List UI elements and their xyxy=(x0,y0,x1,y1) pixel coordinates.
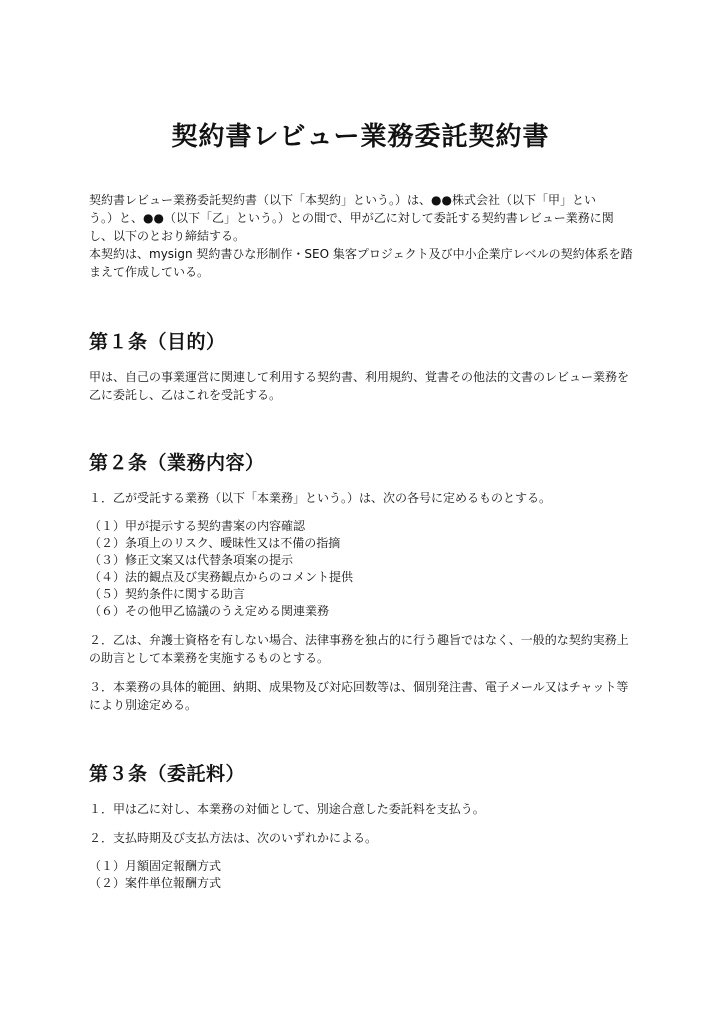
article-2-heading: 第２条（業務内容） xyxy=(89,452,265,474)
list-item: （４）法的観点及び実務観点からのコメント提供 xyxy=(89,570,354,584)
article-1-line: 甲は、自己の事業運営に関連して利用する契約書、利用規約、覚書その他法的文書のレビュー業務を xyxy=(89,370,630,384)
article-2-item-list xyxy=(89,518,632,620)
article-1-body xyxy=(89,368,632,404)
article-3-clause-2: ２．支払時期及び支払方法は、次のいずれかによる。 xyxy=(89,831,378,845)
list-item: （１）甲が提示する契約書案の内容確認 xyxy=(89,519,306,533)
intro-line: 契約書レビュー業務委託契約書（以下「本契約」という。）は、●●株式会社（以下「甲」とい xyxy=(89,193,596,207)
article-2-clause-2 xyxy=(89,631,632,667)
intro-line: 本契約は、mysign 契約書ひな形制作・SEO 集客プロジェクト及び中小企業庁レベルの契約体系を踏 xyxy=(89,247,633,261)
intro-line: う。）と、●●（以下「乙」という。）との間で、甲が乙に対して委託する契約書レビュー業務に関 xyxy=(89,211,614,225)
article-1-line: 乙に委託し、乙はこれを受託する。 xyxy=(89,388,282,402)
list-item: （２）条項上のリスク、曖昧性又は不備の指摘 xyxy=(89,536,341,550)
article-3-item-list xyxy=(89,858,632,892)
list-item: （６）その他甲乙協議のうえ定める関連業務 xyxy=(89,604,330,618)
article-3-clause-1: １．甲は乙に対し、本業務の対価として、別途合意した委託料を支払う。 xyxy=(89,802,485,816)
article-3-heading: 第３条（委託料） xyxy=(89,763,246,785)
intro-paragraph xyxy=(89,191,632,281)
article-2-clause-2-line: の助言として本業務を実施するものとする。 xyxy=(89,651,330,665)
article-2-clause-3 xyxy=(89,678,632,714)
article-2-clause-1: １．乙が受託する業務（以下「本業務」という。）は、次の各号に定めるものとする。 xyxy=(89,491,552,505)
list-item: （３）修正文案又は代替条項案の提示 xyxy=(89,553,294,567)
list-item: （１）月額固定報酬方式 xyxy=(89,859,222,873)
article-2-clause-3-line: ３．本業務の具体的範囲、納期、成果物及び対応回数等は、個別発注書、電子メール又はチャット等 xyxy=(89,680,629,694)
document-title: 契約書レビュー業務委託契約書 xyxy=(171,122,550,152)
intro-line: まえて作成している。 xyxy=(89,265,210,279)
intro-line: し、以下のとおり締結する。 xyxy=(89,229,246,243)
article-2-clause-3-line: により別途定める。 xyxy=(89,698,198,712)
list-item: （５）契約条件に関する助言 xyxy=(89,587,246,601)
article-1-heading: 第１条（目的） xyxy=(89,331,226,353)
article-2-clause-2-line: ２．乙は、弁護士資格を有しない場合、法律事務を独占的に行う趣旨ではなく、一般的な契約実務上 xyxy=(89,633,629,647)
list-item: （２）案件単位報酬方式 xyxy=(89,876,222,890)
